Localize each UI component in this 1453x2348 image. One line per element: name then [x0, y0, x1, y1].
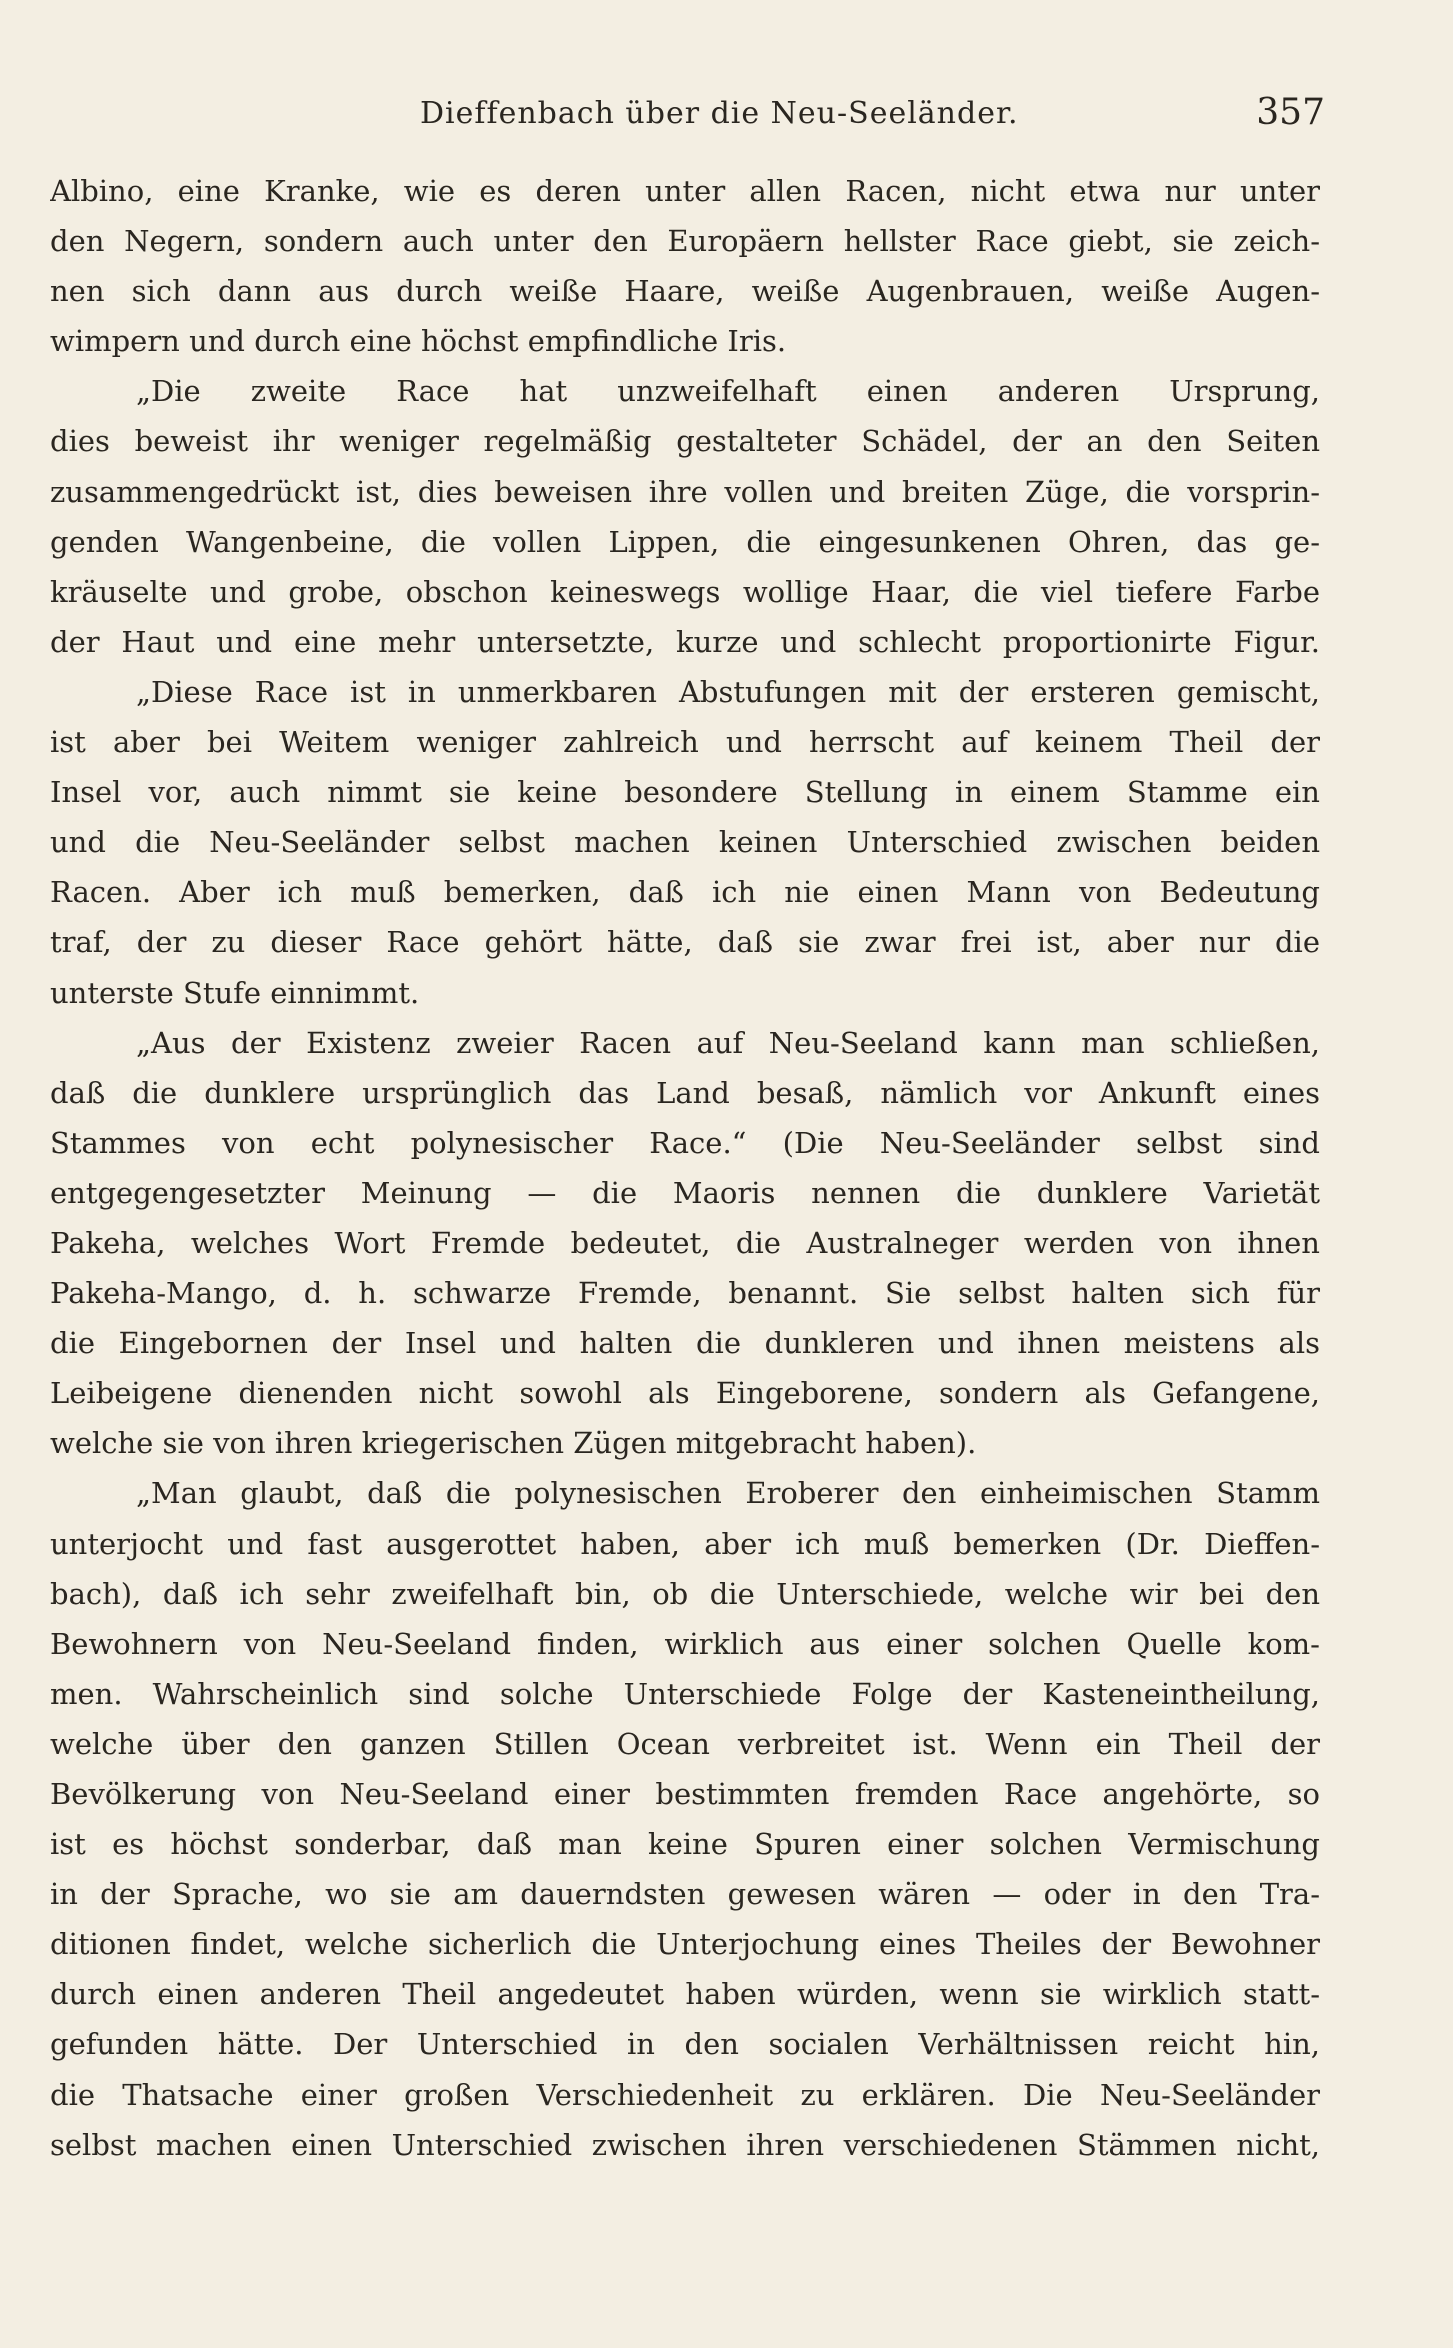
- text-line: die Thatsache einer großen Verschiedenheit zu erklären. Die Neu-Seeländer: [50, 2077, 1320, 2112]
- text-line: Bevölkerung von Neu-Seeland einer bestimmten fremden Race angehörte, so: [50, 1777, 1320, 1811]
- text-line: in der Sprache, wo sie am dauerndsten gewesen wären — oder in den Tra-: [50, 1877, 1320, 1912]
- text-line: Racen. Aber ich muß bemerken, daß ich nie einen Mann von Bedeutung: [50, 875, 1320, 910]
- text-line: Pakeha-Mango, d. h. schwarze Fremde, benannt. Sie selbst halten sich für: [50, 1276, 1320, 1311]
- page-header: [50, 92, 1325, 150]
- text-line: „Die zweite Race hat unzweifelhaft einen anderen Ursprung,: [136, 374, 1320, 409]
- text-line: „Aus der Existenz zweier Racen auf Neu-Seeland kann man schließen,: [136, 1025, 1320, 1060]
- text-line: ist es höchst sonderbar, daß man keine Spuren einer solchen Vermischung: [50, 1827, 1320, 1862]
- text-line: selbst machen einen Unterschied zwischen ihren verschiedenen Stämmen nicht,: [50, 2127, 1320, 2162]
- text-line: Pakeha, welches Wort Fremde bedeutet, die Australneger werden von ihnen: [50, 1225, 1320, 1260]
- text-line: und die Neu-Seeländer selbst machen keinen Unterschied zwischen beiden: [50, 825, 1320, 860]
- text-line: wimpern und durch eine höchst empfindliche Iris.: [50, 324, 787, 359]
- text-line: kräuselte und grobe, obschon keineswegs wollige Haar, die viel tiefere Farbe: [50, 574, 1320, 609]
- running-title: Dieffenbach über die Neu-Seeländer.: [420, 96, 1019, 131]
- text-line: ist aber bei Weitem weniger zahlreich und herrscht auf keinem Theil der: [50, 725, 1320, 760]
- text-line: ditionen findet, welche sicherlich die Unterjochung eines Theiles der Bewohner: [50, 1927, 1320, 1962]
- text-line: men. Wahrscheinlich sind solche Unterschiede Folge der Kasteneintheilung,: [50, 1676, 1320, 1711]
- text-line: welche über den ganzen Stillen Ocean verbreitet ist. Wenn ein Theil der: [50, 1726, 1320, 1761]
- book-page: [50, 92, 1325, 2170]
- body-text: [50, 166, 1320, 2170]
- text-line: unterste Stufe einnimmt.: [50, 975, 420, 1010]
- text-line: „Man glaubt, daß die polynesischen Eroberer den einheimischen Stamm: [136, 1476, 1320, 1511]
- text-line: entgegengesetzter Meinung — die Maoris nennen die dunklere Varietät: [50, 1175, 1320, 1210]
- text-line: den Negern, sondern auch unter den Europäern hellster Race giebt, sie zeich-: [50, 224, 1320, 259]
- text-line: Bewohnern von Neu-Seeland finden, wirklich aus einer solchen Quelle kom-: [50, 1626, 1320, 1661]
- text-line: die Eingebornen der Insel und halten die dunkleren und ihnen meistens als: [50, 1326, 1320, 1361]
- text-line: dies beweist ihr weniger regelmäßig gestalteter Schädel, der an den Seiten: [50, 424, 1320, 459]
- text-line: bach), daß ich sehr zweifelhaft bin, ob die Unterschiede, welche wir bei den: [50, 1576, 1320, 1611]
- text-line: nen sich dann aus durch weiße Haare, weiße Augenbrauen, weiße Augen-: [50, 274, 1320, 309]
- text-line: welche sie von ihren kriegerischen Zügen mitgebracht haben).: [50, 1426, 977, 1461]
- text-line: durch einen anderen Theil angedeutet haben würden, wenn sie wirklich statt-: [50, 1977, 1320, 2012]
- text-line: traf, der zu dieser Race gehört hätte, daß sie zwar frei ist, aber nur die: [50, 925, 1320, 960]
- text-line: der Haut und eine mehr untersetzte, kurze und schlecht proportionirte Figur.: [50, 624, 1320, 659]
- page-number: 357: [1256, 92, 1325, 133]
- text-line: gefunden hätte. Der Unterschied in den socialen Verhältnissen reicht hin,: [50, 2027, 1320, 2062]
- text-line: Albino, eine Kranke, wie es deren unter allen Racen, nicht etwa nur unter: [50, 174, 1320, 208]
- text-line: Leibeigene dienenden nicht sowohl als Eingeborene, sondern als Gefangene,: [50, 1376, 1320, 1411]
- text-line: zusammengedrückt ist, dies beweisen ihre vollen und breiten Züge, die vorsprin-: [50, 474, 1320, 509]
- text-line: Insel vor, auch nimmt sie keine besondere Stellung in einem Stamme ein: [50, 775, 1320, 810]
- text-line: genden Wangenbeine, die vollen Lippen, die eingesunkenen Ohren, das ge-: [50, 524, 1320, 559]
- text-line: „Diese Race ist in unmerkbaren Abstufungen mit der ersteren gemischt,: [136, 674, 1320, 709]
- text-line: Stammes von echt polynesischer Race.“ (Die Neu-Seeländer selbst sind: [50, 1125, 1320, 1160]
- text-line: daß die dunklere ursprünglich das Land besaß, nämlich vor Ankunft eines: [50, 1075, 1320, 1110]
- text-line: unterjocht und fast ausgerottet haben, aber ich muß bemerken (Dr. Dieffen-: [50, 1526, 1320, 1561]
